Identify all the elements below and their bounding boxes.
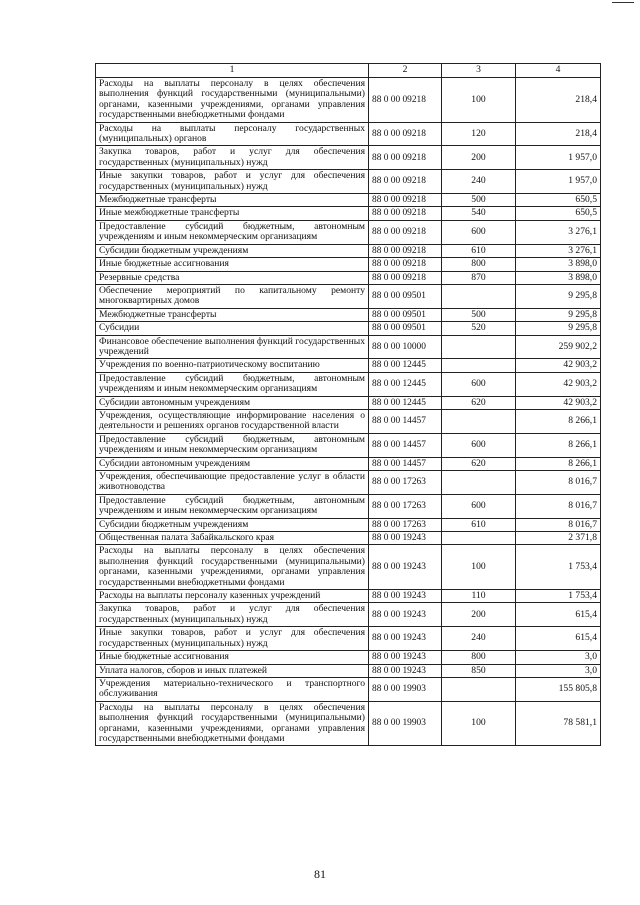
expense-name-cell: Расходы на выплаты персоналу государственных (муниципальных) органов xyxy=(96,122,369,146)
expense-name-cell: Расходы на выплаты персоналу казенных учреждений xyxy=(96,590,369,603)
expense-type-cell: 100 xyxy=(442,545,516,590)
scan-edge-mark xyxy=(612,2,634,3)
table-row xyxy=(96,457,601,470)
expense-type-cell: 500 xyxy=(442,194,516,207)
expense-name-cell: Субсидии xyxy=(96,322,369,335)
amount-cell: 78 581,1 xyxy=(516,701,601,746)
expense-name-cell: Иные межбюджетные трансферты xyxy=(96,207,369,220)
table-row xyxy=(96,396,601,409)
amount-cell: 3 898,0 xyxy=(516,271,601,284)
amount-cell: 155 805,8 xyxy=(516,677,601,701)
expense-name-cell: Предоставление субсидий бюджетным, автономным учреждениям и иным некоммерческим организациям xyxy=(96,220,369,244)
amount-cell: 3 276,1 xyxy=(516,220,601,244)
table-row xyxy=(96,677,601,701)
table-row xyxy=(96,194,601,207)
header-col-4: 4 xyxy=(516,64,601,78)
table-row xyxy=(96,545,601,590)
expense-name-cell: Закупка товаров, работ и услуг для обеспечения государственных (муниципальных) нужд xyxy=(96,146,369,170)
amount-cell: 3,0 xyxy=(516,651,601,664)
table-row xyxy=(96,518,601,531)
amount-cell: 1 753,4 xyxy=(516,545,601,590)
amount-cell: 3 276,1 xyxy=(516,244,601,257)
expense-name-cell: Иные бюджетные ассигнования xyxy=(96,258,369,271)
target-code-cell: 88 0 00 19243 xyxy=(369,627,442,651)
expense-name-cell: Учреждения материально-технического и транспортного обслуживания xyxy=(96,677,369,701)
table-row xyxy=(96,664,601,677)
expense-type-cell: 110 xyxy=(442,590,516,603)
target-code-cell: 88 0 00 17263 xyxy=(369,518,442,531)
expense-name-cell: Расходы на выплаты персоналу в целях обеспечения выполнения функций государственными (муниципальными) органами, казенными учреждениями, органами управления государственными внебюджетными фондами xyxy=(96,78,369,123)
amount-cell: 2 371,8 xyxy=(516,532,601,545)
amount-cell: 42 903,2 xyxy=(516,372,601,396)
expense-type-cell: 850 xyxy=(442,664,516,677)
expense-type-cell xyxy=(442,677,516,701)
expense-name-cell: Иные закупки товаров, работ и услуг для обеспечения государственных (муниципальных) нужд xyxy=(96,170,369,194)
table-row xyxy=(96,494,601,518)
amount-cell: 9 295,8 xyxy=(516,284,601,308)
amount-cell: 42 903,2 xyxy=(516,396,601,409)
expense-type-cell: 600 xyxy=(442,372,516,396)
expense-name-cell: Предоставление субсидий бюджетным, автономным учреждениям и иным некоммерческим организациям xyxy=(96,494,369,518)
expense-type-cell: 100 xyxy=(442,701,516,746)
amount-cell: 615,4 xyxy=(516,603,601,627)
expense-name-cell: Учреждения, осуществляющие информирование населения о деятельности и решениях органов государственной власти xyxy=(96,409,369,433)
expense-name-cell: Расходы на выплаты персоналу в целях обеспечения выполнения функций государственными (муниципальными) органами, казенными учреждениями, органами управления государственными внебюджетными фондами xyxy=(96,701,369,746)
expense-name-cell: Общественная палата Забайкальского края xyxy=(96,532,369,545)
amount-cell: 8 266,1 xyxy=(516,409,601,433)
budget-table xyxy=(95,63,601,746)
target-code-cell: 88 0 00 19243 xyxy=(369,532,442,545)
amount-cell: 42 903,2 xyxy=(516,359,601,372)
target-code-cell: 88 0 00 09218 xyxy=(369,220,442,244)
amount-cell: 1 957,0 xyxy=(516,170,601,194)
target-code-cell: 88 0 00 17263 xyxy=(369,494,442,518)
target-code-cell: 88 0 00 19243 xyxy=(369,590,442,603)
header-col-2: 2 xyxy=(369,64,442,78)
expense-type-cell xyxy=(442,284,516,308)
target-code-cell: 88 0 00 09218 xyxy=(369,78,442,123)
table-row xyxy=(96,372,601,396)
expense-type-cell: 500 xyxy=(442,308,516,321)
expense-type-cell: 240 xyxy=(442,170,516,194)
target-code-cell: 88 0 00 14457 xyxy=(369,433,442,457)
amount-cell: 650,5 xyxy=(516,207,601,220)
amount-cell: 8 266,1 xyxy=(516,433,601,457)
expense-name-cell: Финансовое обеспечение выполнения функций государственных учреждений xyxy=(96,335,369,359)
expense-type-cell: 620 xyxy=(442,396,516,409)
target-code-cell: 88 0 00 09218 xyxy=(369,194,442,207)
expense-name-cell: Межбюджетные трансферты xyxy=(96,194,369,207)
expense-type-cell: 540 xyxy=(442,207,516,220)
table-row xyxy=(96,322,601,335)
expense-type-cell: 600 xyxy=(442,220,516,244)
amount-cell: 3 898,0 xyxy=(516,258,601,271)
amount-cell: 8 016,7 xyxy=(516,494,601,518)
amount-cell: 218,4 xyxy=(516,122,601,146)
table-row xyxy=(96,590,601,603)
table-row xyxy=(96,258,601,271)
expense-name-cell: Иные бюджетные ассигнования xyxy=(96,651,369,664)
header-row xyxy=(96,64,601,78)
target-code-cell: 88 0 00 09218 xyxy=(369,146,442,170)
amount-cell: 259 902,2 xyxy=(516,335,601,359)
expense-name-cell: Уплата налогов, сборов и иных платежей xyxy=(96,664,369,677)
amount-cell: 3,0 xyxy=(516,664,601,677)
target-code-cell: 88 0 00 19243 xyxy=(369,603,442,627)
expense-name-cell: Межбюджетные трансферты xyxy=(96,308,369,321)
expense-name-cell: Предоставление субсидий бюджетным, автономным учреждениям и иным некоммерческим организациям xyxy=(96,433,369,457)
expense-type-cell xyxy=(442,335,516,359)
table-row xyxy=(96,603,601,627)
target-code-cell: 88 0 00 19243 xyxy=(369,664,442,677)
target-code-cell: 88 0 00 12445 xyxy=(369,372,442,396)
table-row xyxy=(96,471,601,495)
expense-type-cell: 610 xyxy=(442,518,516,531)
table-body xyxy=(96,78,601,746)
expense-name-cell: Субсидии автономным учреждениям xyxy=(96,457,369,470)
target-code-cell: 88 0 00 09501 xyxy=(369,284,442,308)
target-code-cell: 88 0 00 09218 xyxy=(369,207,442,220)
amount-cell: 1 753,4 xyxy=(516,590,601,603)
expense-name-cell: Закупка товаров, работ и услуг для обеспечения государственных (муниципальных) нужд xyxy=(96,603,369,627)
expense-type-cell xyxy=(442,409,516,433)
expense-name-cell: Расходы на выплаты персоналу в целях обеспечения выполнения функций государственными (муниципальными) органами, казенными учреждениями, органами управления государственными внебюджетными фондами xyxy=(96,545,369,590)
expense-type-cell: 870 xyxy=(442,271,516,284)
target-code-cell: 88 0 00 09218 xyxy=(369,271,442,284)
target-code-cell: 88 0 00 09501 xyxy=(369,308,442,321)
expense-type-cell: 610 xyxy=(442,244,516,257)
expense-name-cell: Учреждения, обеспечивающие предоставление услуг в области животноводства xyxy=(96,471,369,495)
expense-type-cell: 100 xyxy=(442,78,516,123)
target-code-cell: 88 0 00 09501 xyxy=(369,322,442,335)
expense-name-cell: Учреждения по военно-патриотическому воспитанию xyxy=(96,359,369,372)
table-row xyxy=(96,284,601,308)
expense-name-cell: Обеспечение мероприятий по капитальному ремонту многоквартирных домов xyxy=(96,284,369,308)
amount-cell: 650,5 xyxy=(516,194,601,207)
table-header xyxy=(96,64,601,78)
target-code-cell: 88 0 00 14457 xyxy=(369,409,442,433)
target-code-cell: 88 0 00 19243 xyxy=(369,651,442,664)
table-row xyxy=(96,146,601,170)
expense-type-cell xyxy=(442,532,516,545)
table-row xyxy=(96,359,601,372)
header-col-1: 1 xyxy=(96,64,369,78)
table-row xyxy=(96,122,601,146)
table-row xyxy=(96,271,601,284)
target-code-cell: 88 0 00 09218 xyxy=(369,258,442,271)
expense-type-cell: 800 xyxy=(442,258,516,271)
expense-type-cell xyxy=(442,471,516,495)
target-code-cell: 88 0 00 19243 xyxy=(369,545,442,590)
target-code-cell: 88 0 00 14457 xyxy=(369,457,442,470)
target-code-cell: 88 0 00 19903 xyxy=(369,701,442,746)
expense-name-cell: Предоставление субсидий бюджетным, автономным учреждениям и иным некоммерческим организациям xyxy=(96,372,369,396)
amount-cell: 1 957,0 xyxy=(516,146,601,170)
target-code-cell: 88 0 00 19903 xyxy=(369,677,442,701)
amount-cell: 8 266,1 xyxy=(516,457,601,470)
expense-name-cell: Субсидии бюджетным учреждениям xyxy=(96,518,369,531)
target-code-cell: 88 0 00 09218 xyxy=(369,122,442,146)
target-code-cell: 88 0 00 09218 xyxy=(369,244,442,257)
amount-cell: 9 295,8 xyxy=(516,322,601,335)
table-row xyxy=(96,532,601,545)
table-row xyxy=(96,244,601,257)
expense-type-cell: 600 xyxy=(442,494,516,518)
amount-cell: 8 016,7 xyxy=(516,518,601,531)
expense-name-cell: Субсидии бюджетным учреждениям xyxy=(96,244,369,257)
expense-type-cell: 120 xyxy=(442,122,516,146)
target-code-cell: 88 0 00 10000 xyxy=(369,335,442,359)
target-code-cell: 88 0 00 09218 xyxy=(369,170,442,194)
expense-name-cell: Иные закупки товаров, работ и услуг для обеспечения государственных (муниципальных) нужд xyxy=(96,627,369,651)
expense-type-cell: 620 xyxy=(442,457,516,470)
amount-cell: 615,4 xyxy=(516,627,601,651)
table-row xyxy=(96,409,601,433)
table-row xyxy=(96,308,601,321)
expense-type-cell: 600 xyxy=(442,433,516,457)
target-code-cell: 88 0 00 17263 xyxy=(369,471,442,495)
header-col-3: 3 xyxy=(442,64,516,78)
table-row xyxy=(96,220,601,244)
expense-type-cell: 200 xyxy=(442,146,516,170)
expense-type-cell: 200 xyxy=(442,603,516,627)
table-row xyxy=(96,433,601,457)
target-code-cell: 88 0 00 12445 xyxy=(369,396,442,409)
table-row xyxy=(96,651,601,664)
table-row xyxy=(96,701,601,746)
expense-name-cell: Субсидии автономным учреждениям xyxy=(96,396,369,409)
target-code-cell: 88 0 00 12445 xyxy=(369,359,442,372)
table-row xyxy=(96,335,601,359)
expense-type-cell: 520 xyxy=(442,322,516,335)
page-number: 81 xyxy=(314,867,326,881)
table-row xyxy=(96,207,601,220)
amount-cell: 218,4 xyxy=(516,78,601,123)
expense-type-cell: 240 xyxy=(442,627,516,651)
expense-name-cell: Резервные средства xyxy=(96,271,369,284)
table-row xyxy=(96,627,601,651)
table-row xyxy=(96,170,601,194)
expense-type-cell: 800 xyxy=(442,651,516,664)
amount-cell: 9 295,8 xyxy=(516,308,601,321)
amount-cell: 8 016,7 xyxy=(516,471,601,495)
table-row xyxy=(96,78,601,123)
expense-type-cell xyxy=(442,359,516,372)
